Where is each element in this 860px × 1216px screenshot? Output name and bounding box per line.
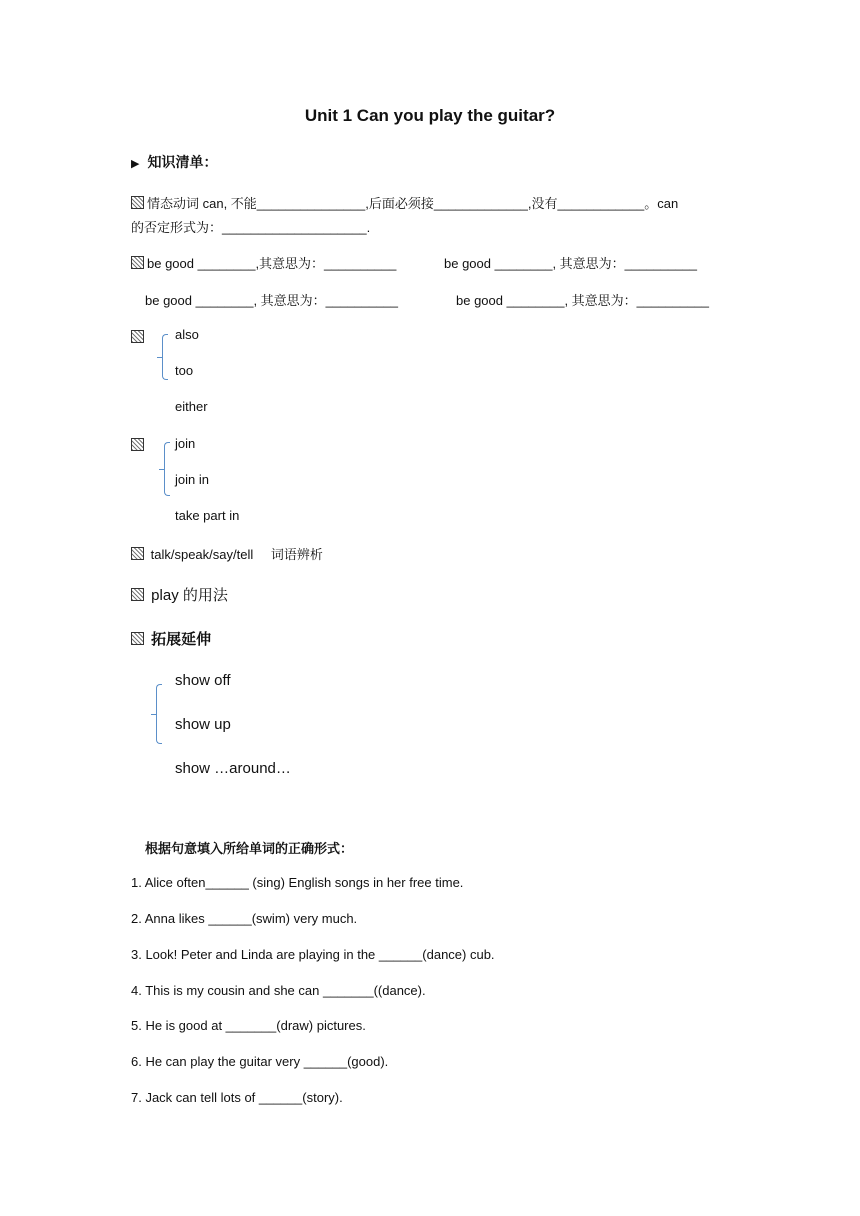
checkbox-icon — [131, 547, 144, 560]
word-either: either — [175, 399, 208, 414]
brace-icon — [164, 442, 170, 496]
exercise-instruction: 根据句意填入所给单词的正确形式： — [145, 841, 354, 856]
word-show-up: show up — [175, 716, 231, 733]
word-show-off: show off — [175, 672, 231, 689]
exercise-item: 1. Alice often______ (sing) English songs in her free time. — [131, 875, 464, 890]
section-header-text: 知识清单： — [147, 154, 218, 170]
checkbox-icon — [131, 632, 144, 645]
item7-label: 拓展延伸 — [151, 631, 212, 648]
item2-c: be good ________, 其意思为：__________ — [145, 293, 398, 308]
section-header — [131, 152, 217, 172]
triangle-icon: ▶ — [131, 158, 140, 170]
exercise-item: 4. This is my cousin and she can _______((dance). — [131, 983, 426, 998]
item5-note: 词语辨析 — [270, 547, 323, 562]
item5-label: talk/speak/say/tell — [150, 547, 254, 562]
exercise-item: 2. Anna likes ______(swim) very much. — [131, 911, 358, 926]
word-join-in: join in — [175, 472, 209, 487]
item7 — [131, 628, 211, 649]
word-show-around: show …around… — [175, 760, 291, 777]
item2-row1-left — [131, 253, 396, 272]
word-also: also — [175, 327, 199, 342]
item1-line2: 的否定形式为：____________________. — [131, 220, 371, 235]
checkbox-icon — [131, 330, 144, 343]
brace-icon — [162, 334, 168, 380]
item2-b: be good ________, 其意思为：__________ — [444, 256, 697, 271]
exercise-item: 3. Look! Peter and Linda are playing in the ______(dance) cub. — [131, 947, 495, 962]
item1-text: 情态动词 can, 不能_______________,后面必须接_____________,没有____________。can — [147, 196, 679, 211]
checkbox-icon — [131, 196, 144, 209]
brace-icon — [156, 684, 162, 744]
checkbox-icon — [131, 588, 144, 601]
exercise-item: 5. He is good at _______(draw) pictures. — [131, 1018, 366, 1033]
item6-label: play 的用法 — [151, 587, 228, 604]
word-take-part-in: take part in — [175, 508, 240, 523]
item5 — [131, 544, 323, 563]
exercise-item: 6. He can play the guitar very ______(good). — [131, 1054, 389, 1069]
item6 — [131, 584, 228, 605]
checkbox-icon — [131, 438, 144, 451]
item2-d: be good ________, 其意思为：__________ — [456, 293, 709, 308]
word-too: too — [175, 363, 194, 378]
item1-line1 — [131, 193, 678, 212]
page-title: Unit 1 Can you play the guitar? — [304, 106, 556, 125]
item2-a: be good ________,其意思为：__________ — [147, 256, 397, 271]
exercise-item: 7. Jack can tell lots of ______(story). — [131, 1090, 343, 1105]
checkbox-icon — [131, 256, 144, 269]
word-join: join — [175, 436, 196, 451]
